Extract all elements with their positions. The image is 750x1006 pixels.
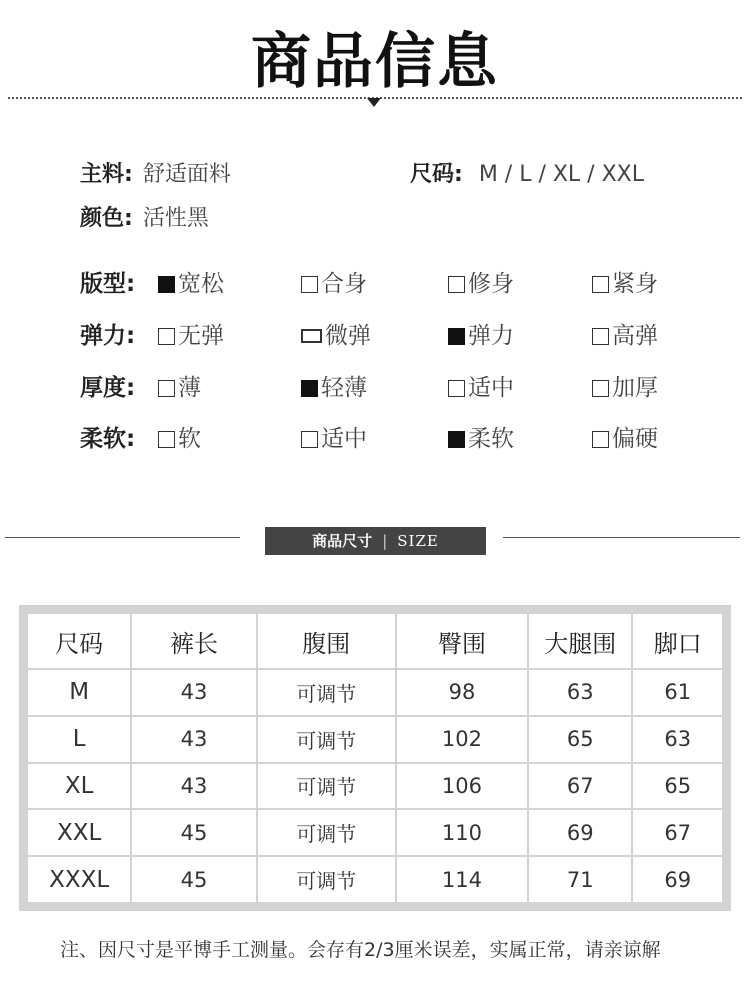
size-table-header-row — [27, 613, 723, 669]
size-banner-separator: | — [382, 532, 388, 550]
unchecked-box-icon — [158, 328, 175, 345]
material-value: 舒适面料 — [142, 162, 231, 187]
size-table-cell: 43 — [131, 763, 256, 810]
attribute-option — [301, 265, 367, 298]
size-table-cell: 102 — [396, 716, 528, 763]
attribute-option-label: 柔软 — [468, 426, 514, 452]
attribute-option-label: 轻薄 — [321, 375, 367, 401]
size-table-row — [27, 763, 723, 810]
size-table-cell: 106 — [396, 763, 528, 810]
size-table-cell: 可调节 — [257, 669, 396, 716]
size-table-cell: 65 — [632, 763, 723, 810]
attribute-option — [448, 369, 514, 402]
attribute-option — [592, 369, 658, 402]
attribute-option-label: 加厚 — [612, 375, 658, 401]
unchecked-box-icon — [448, 380, 465, 397]
attribute-option — [592, 317, 658, 350]
size-table-cell: 45 — [131, 856, 256, 903]
attribute-option — [158, 317, 224, 350]
checked-box-icon — [158, 276, 175, 293]
attribute-option-label: 弹力 — [468, 323, 514, 349]
color-label: 颜色: — [80, 206, 133, 231]
size-section-banner — [265, 527, 486, 555]
attribute-label: 柔软: — [80, 426, 136, 452]
size-table-cell: 可调节 — [257, 716, 396, 763]
attribute-option-label: 合身 — [321, 271, 367, 297]
size-range-label: 尺码: — [410, 162, 463, 187]
page-title: 商品信息 — [251, 27, 499, 97]
size-table-header-cell: 大腿围 — [528, 613, 632, 669]
size-table-cell: 67 — [528, 763, 632, 810]
size-table-cell: XXL — [27, 809, 131, 856]
unchecked-box-icon — [448, 276, 465, 293]
attribute-option-label: 薄 — [178, 375, 201, 401]
size-table-cell: 98 — [396, 669, 528, 716]
size-table-cell: 110 — [396, 809, 528, 856]
attribute-option-label: 适中 — [321, 426, 367, 452]
size-table-cell: 69 — [632, 856, 723, 903]
unchecked-box-icon — [592, 380, 609, 397]
size-table-cell: M — [27, 669, 131, 716]
attribute-option — [158, 369, 201, 402]
size-table-cell: 61 — [632, 669, 723, 716]
attribute-option — [448, 420, 514, 453]
size-banner-subtitle: SIZE — [397, 532, 439, 550]
attribute-option-label: 软 — [178, 426, 201, 452]
size-table-frame — [19, 605, 731, 911]
attribute-option-label: 修身 — [468, 271, 514, 297]
size-table-row — [27, 809, 723, 856]
size-table-cell: 71 — [528, 856, 632, 903]
material-row — [80, 157, 231, 188]
attribute-option — [158, 420, 201, 453]
size-table-header-cell: 裤长 — [131, 613, 256, 669]
attribute-option-label: 偏硬 — [612, 426, 658, 452]
size-table-cell: XXXL — [27, 856, 131, 903]
attribute-option — [592, 265, 658, 298]
size-table-cell: 65 — [528, 716, 632, 763]
size-table-cell: 114 — [396, 856, 528, 903]
triangle-marker-icon — [367, 98, 381, 107]
checked-box-icon — [301, 380, 318, 397]
size-table-cell: 43 — [131, 716, 256, 763]
attribute-label: 版型: — [80, 271, 136, 297]
attribute-option — [448, 265, 514, 298]
size-table-row — [27, 856, 723, 903]
size-table-cell: 63 — [528, 669, 632, 716]
measurement-note: 注、因尺寸是平博手工测量。会存有2/3厘米误差，实属正常，请亲谅解 — [60, 939, 661, 961]
size-table-header-cell: 臀围 — [396, 613, 528, 669]
checked-box-icon — [448, 431, 465, 448]
size-table-row — [27, 716, 723, 763]
attribute-option — [301, 369, 367, 402]
unchecked-box-icon — [301, 276, 318, 293]
attribute-option — [592, 420, 658, 453]
checked-box-icon — [448, 328, 465, 345]
size-banner-title: 商品尺寸 — [312, 532, 373, 550]
unchecked-box-icon — [592, 328, 609, 345]
size-table-header-cell: 腹围 — [257, 613, 396, 669]
size-table-cell: L — [27, 716, 131, 763]
attribute-option-label: 适中 — [468, 375, 514, 401]
attribute-option-label: 紧身 — [612, 271, 658, 297]
size-table-cell: 67 — [632, 809, 723, 856]
attribute-option — [301, 420, 367, 453]
color-row — [80, 201, 209, 232]
size-table-cell: 43 — [131, 669, 256, 716]
attribute-label: 厚度: — [80, 375, 136, 401]
size-table-header-cell: 脚口 — [632, 613, 723, 669]
attribute-option-label: 高弹 — [612, 323, 658, 349]
size-table-header-cell: 尺码 — [27, 613, 131, 669]
size-table-cell: 45 — [131, 809, 256, 856]
unchecked-box-icon — [592, 276, 609, 293]
unchecked-box-icon — [301, 329, 322, 343]
material-label: 主料: — [80, 162, 133, 187]
size-table-cell: 可调节 — [257, 856, 396, 903]
attribute-option — [301, 317, 371, 350]
attribute-option-label: 微弹 — [325, 323, 371, 349]
size-table-row — [27, 669, 723, 716]
size-table-cell: 63 — [632, 716, 723, 763]
attribute-option-label: 无弹 — [178, 323, 224, 349]
size-table — [26, 612, 724, 904]
size-table-cell: 69 — [528, 809, 632, 856]
size-table-cell: XL — [27, 763, 131, 810]
size-range-row — [410, 157, 644, 188]
unchecked-box-icon — [158, 380, 175, 397]
size-range-value: M / L / XL / XXL — [478, 162, 644, 187]
size-divider-right — [503, 537, 740, 538]
size-table-cell: 可调节 — [257, 763, 396, 810]
attribute-option — [448, 317, 514, 350]
attribute-label: 弹力: — [80, 323, 136, 349]
unchecked-box-icon — [301, 431, 318, 448]
attribute-option-label: 宽松 — [178, 271, 224, 297]
unchecked-box-icon — [592, 431, 609, 448]
color-value: 活性黑 — [142, 206, 209, 231]
size-table-cell: 可调节 — [257, 809, 396, 856]
attribute-option — [158, 265, 224, 298]
size-divider-left — [5, 537, 240, 538]
unchecked-box-icon — [158, 431, 175, 448]
